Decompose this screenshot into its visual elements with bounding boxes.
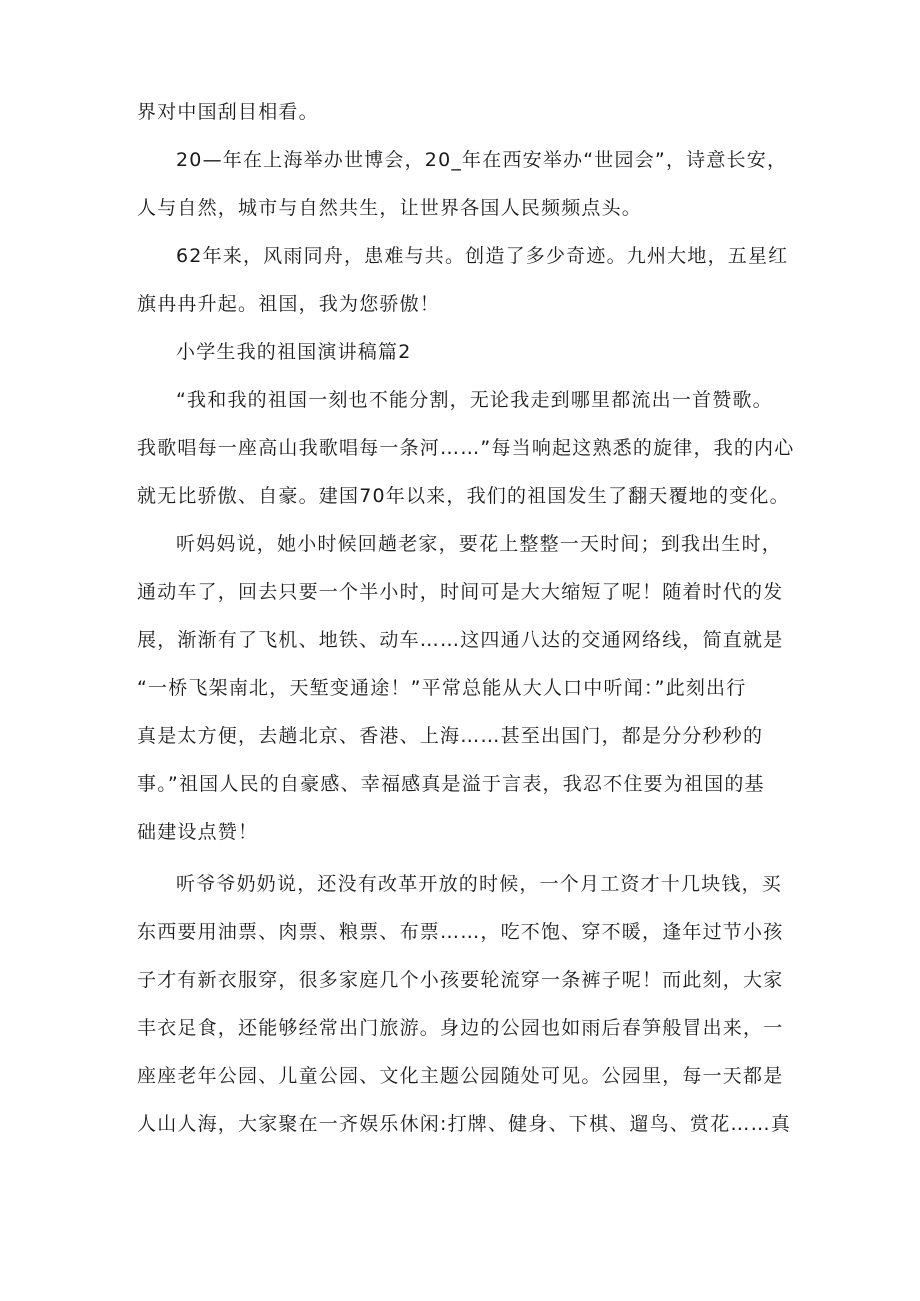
text-line: 事。”祖国人民的自豪感、幸福感真是溢于言表，我忍不住要为祖国的基 — [137, 773, 765, 795]
text-line: 听爷爷奶奶说，还没有改革开放的时候，一个月工资才十几块钱，买 — [176, 873, 783, 895]
text-line: 真是太方便，去趟北京、香港、上海……甚至出国门，都是分分秒秒的 — [137, 725, 764, 747]
text-line: 我歌唱每一座高山我歌唱每一条河……”每当响起这熟悉的旋律，我的内心 — [137, 437, 795, 459]
section-heading: 小学生我的祖国演讲稿篇2 — [176, 341, 412, 363]
text-line: 62年来，风雨同舟，患难与共。创造了多少奇迹。九州大地，五星红 — [176, 245, 789, 267]
text-line: 听妈妈说，她小时候回趟老家，要花上整整一天时间；到我出生时， — [176, 533, 783, 555]
text-line: 座座老年公园、儿童公园、文化主题公园随处可见。公园里，每一天都是 — [137, 1065, 784, 1087]
text-line: 通动车了，回去只要一个半小时，时间可是大大缩短了呢！随着时代的发 — [137, 581, 784, 603]
text-line: 础建设点赞！ — [137, 821, 259, 843]
text-line: 子才有新衣服穿，很多家庭几个小孩要轮流穿一条裤子呢！而此刻，大家 — [137, 969, 784, 991]
text-line: 人与自然，城市与自然共生，让世界各国人民频频点头。 — [137, 197, 643, 219]
text-line: 20—年在上海举办世博会，20_年在西安举办“世园会”，诗意长安， — [176, 149, 788, 171]
text-line: 界对中国刮目相看。 — [137, 101, 319, 123]
text-line: 就无比骄傲、自豪。建国70年以来，我们的祖国发生了翻天覆地的变化。 — [137, 485, 790, 507]
text-line: 人山人海，大家聚在一齐娱乐休闲:打牌、健身、下棋、遛鸟、赏花……真 — [137, 1113, 792, 1135]
text-line: 东西要用油票、肉票、粮票、布票……，吃不饱、穿不暖，逢年过节小孩 — [137, 921, 784, 943]
text-line: 旗冉冉升起。祖国，我为您骄傲！ — [137, 293, 441, 315]
text-line: 丰衣足食，还能够经常出门旅游。身边的公园也如雨后春笋般冒出来，一 — [137, 1017, 784, 1039]
text-line: “一桥飞架南北，天堑变通途！”平常总能从大人口中听闻：”此刻出行 — [137, 677, 747, 699]
text-line: “我和我的祖国一刻也不能分割，无论我走到哪里都流出一首赞歌。 — [176, 389, 773, 411]
text-line: 展，渐渐有了飞机、地铁、动车……这四通八达的交通网络线，简直就是 — [137, 629, 784, 651]
